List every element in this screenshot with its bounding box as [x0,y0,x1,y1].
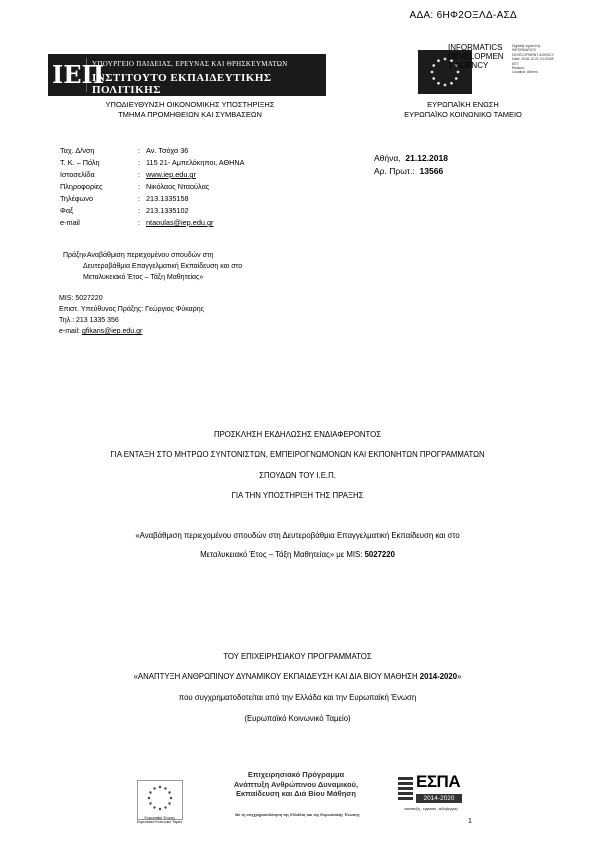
contact-label: e-mail [60,218,80,227]
iep-logo [48,54,326,96]
invitation-subtitle-2: ΣΠΟΥΔΩΝ ΤΟΥ Ι.Ε.Π. [259,471,336,480]
eu-star-icon [168,802,170,804]
contact-label: Ιστοσελίδα [60,170,95,179]
contact-row: Ιστοσελίδα : www.iep.edu.gr [60,170,196,179]
mis-number: 5027220 [364,550,395,559]
informatics-line: INFORMATICS [448,43,503,52]
program-line: Εκπαίδευση και Διά Βίου Μάθηση [235,789,357,798]
eu-star-icon [450,82,453,85]
esf-caption: Ευρωπαϊκό Κοινωνικό Ταμείο [136,820,183,824]
phone: Τηλ.: 213 1335 356 [59,317,119,324]
contact-label: Ταχ. Δ/νση [60,146,95,155]
date-value: 21.12.2018 [405,153,448,163]
signature-line: Digitally signed by [512,44,541,48]
signature-line: INFORMATICS [512,48,536,53]
contact-row: Φαξ : 213.1335102 [60,206,189,215]
date-block [374,152,448,178]
program-line: Επιχειρησιακό Πρόγραμμα [247,770,345,779]
cofunding-caption: Με τη συγχρηματοδότηση της Ελλάδας και της Ευρωπαϊκής Ένωσης [235,813,360,817]
action-line: «Αναβάθμιση περιεχομένου σπουδών στη [83,252,214,259]
eu-label: ΕΥΡΩΠΑΪΚΗ ΕΝΩΣΗ [427,100,499,109]
action-name-text: Μεταλυκειακό Έτος – Τάξη Μαθητείας» με MIS: [200,550,365,559]
eu-star-icon [148,797,150,799]
mis-code: MIS: 5027220 [59,295,103,302]
action-line: Δευτεροβάθμια Επαγγελματική Εκπαίδευση και στο [83,263,243,270]
eu-star-icon [170,797,172,799]
eu-star-icon [437,82,440,85]
action-label: Πράξη: [63,252,86,259]
eu-star-icon [444,84,447,87]
contact-row: Τηλέφωνο : 213.1335158 [60,194,189,203]
action-title [83,250,343,283]
informatics-line: T AGENCY [448,61,489,70]
department-right [388,100,538,120]
eu-star-icon [153,806,155,808]
signature-line: Reason: [512,66,526,71]
eu-star-icon [431,71,434,74]
contact-row: e-mail : ntaoulas@iep.edu.gr [60,218,214,227]
footer-eu-caption [132,816,187,824]
contact-label: Τ. Κ. – Πόλη [60,158,100,167]
contact-value: Αν. Τσόχα 36 [146,146,189,155]
email-link[interactable]: ntaoulas@iep.edu.gr [146,218,214,227]
contact-label: Τηλέφωνο [60,194,94,203]
signature-line: DEVELOPMENT AGENCY [512,52,554,57]
contact-value: 213.1335158 [146,194,189,203]
signature-line: Date: 2018.12.21 10:29:58 [512,57,554,62]
espa-years: 2014-2020 [416,794,462,803]
scientific-manager: Επιστ. Υπεύθυνος Πράξης: Γεώργιος Φύκαρης [59,306,204,313]
eu-star-icon [457,71,460,74]
eu-star-icon [149,802,151,804]
footer-eu-flag-icon [137,780,183,820]
program-line: Ανάπτυξη Ανθρώπινου Δυναμικού, [233,779,359,789]
place-label: Αθήνα, [374,153,401,163]
signature-line: Location: Athens [512,70,538,75]
email-label: e-mail: [59,328,82,335]
program-name-close: » [457,672,462,681]
eu-star-icon [168,791,170,793]
eu-star-icon [153,787,155,789]
manager-email-link[interactable]: gfikaris@iep.edu.gr [81,328,143,335]
eu-star-icon [455,77,458,80]
eu-star-icon [444,58,447,61]
cofunding-text: που συγχρηματοδοτείται από την Ελλάδα και την Ευρωπαϊκή Ένωση [178,693,417,702]
espa-bars-icon [398,777,413,803]
protocol-number: 13566 [419,166,444,176]
ada-code: ΑΔΑ: 6ΗΦ2ΟΞΛΔ-ΑΣΔ [409,10,517,21]
digital-signature-details [512,44,554,75]
informatics-signature [448,43,504,70]
eu-star-icon [432,64,435,67]
signature-line: EET [512,61,519,66]
program-name-text: «ΑΝΑΠΤΥΞΗ ΑΝΘΡΩΠΙΝΟΥ ΔΥΝΑΜΙΚΟΥ ΕΚΠΑΙΔΕΥΣΗ ΚΑΙ ΔΙΑ ΒΙΟΥ ΜΑΘΗΣΗ [133,672,420,681]
department-left [60,100,320,120]
action-block [63,250,343,283]
espa-logo [398,772,464,820]
iep-logo-mark: ΙΕΠ [52,58,87,92]
eu-star-icon [432,77,435,80]
page-number: 1 [468,818,472,825]
program-years: 2014-2020 [419,672,458,681]
program-name [40,672,555,681]
eu-star-icon [437,59,440,62]
eu-caption: Ευρωπαϊκή Ένωση [144,816,175,820]
contact-row: Τ. Κ. – Πόλη : 115 21- Αμπελόκηποι, ΑΘΗΝΑ [60,158,245,167]
website-link[interactable]: www.iep.edu.gr [146,170,196,179]
espa-slogan: ανάπτυξη - εργασία - αλληλεγγύη [404,807,458,811]
contact-row: Πληροφορίες : Νικόλαος Νταούλας [60,182,210,191]
institute-name: ΙΝΣΤΙΤΟΥΤΟ ΕΚΠΑΙΔΕΥΤΙΚΗΣ ΠΟΛΙΤΙΚΗΣ [92,72,272,96]
action-line: Μεταλυκειακό Έτος – Τάξη Μαθητείας» [83,274,204,281]
department: ΤΜΗΜΑ ΠΡΟΜΗΘΕΙΩΝ ΚΑΙ ΣΥΜΒΑΣΕΩΝ [118,110,262,119]
contact-label: Πληροφορίες [60,182,103,191]
contact-value: Νικόλαος Νταούλας [146,182,210,191]
eu-star-icon [159,808,161,810]
mis-block [59,293,204,337]
subdirectorate: ΥΠΟΔΙΕΥΘΥΝΣΗ ΟΙΚΟΝΟΜΙΚΗΣ ΥΠΟΣΤΗΡΙΞΗΣ [105,100,275,109]
invitation-title: ΠΡΟΣΚΛΗΣΗ ΕΚΔΗΛΩΣΗΣ ΕΝΔΙΑΦΕΡΟΝΤΟΣ [213,430,382,439]
protocol-label: Αρ. Πρωτ.: [374,166,415,176]
invitation-support: ΓΙΑ ΤΗΝ ΥΠΟΣΤΗΡΙΞΗ ΤΗΣ ΠΡΑΞΗΣ [231,491,364,500]
informatics-line: DEVELOPMEN [448,52,504,61]
program-heading: ΤΟΥ ΕΠΙΧΕΙΡΗΣΙΑΚΟΥ ΠΡΟΓΡΑΜΜΑΤΟΣ [223,652,372,661]
eu-star-icon [164,806,166,808]
action-name-2 [40,550,555,559]
eu-star-icon [159,786,161,788]
ministry-name: ΥΠΟΥΡΓΕΙΟ ΠΑΙΔΕΙΑΣ, ΕΡΕΥΝΑΣ ΚΑΙ ΘΡΗΣΚΕΥΜΑΤΩΝ [92,60,288,68]
contact-label: Φαξ [60,206,74,215]
eu-star-icon [149,791,151,793]
contact-block [60,145,245,229]
operational-program-logo [208,770,384,799]
espa-title: ΕΣΠΑ [416,772,461,791]
esf-label: ΕΥΡΩΠΑΪΚΟ ΚΟΙΝΩΝΙΚΟ ΤΑΜΕΙΟ [404,110,522,119]
eu-star-icon [164,787,166,789]
esf-text: (Ευρωπαϊκό Κοινωνικό Ταμείο) [244,714,351,723]
invitation-subtitle: ΓΙΑ ΕΝΤΑΞΗ ΣΤΟ ΜΗΤΡΩΟ ΣΥΝΤΟΝΙΣΤΩΝ, ΕΜΠΕΙΡΟΓΝΩΜΟΝΩΝ ΚΑΙ ΕΚΠΟΝΗΤΩΝ ΠΡΟΓΡΑΜΜΑΤΩΝ [110,450,485,459]
contact-value: 115 21- Αμπελόκηποι, ΑΘΗΝΑ [146,158,245,167]
action-name: «Αναβάθμιση περιεχομένου σπουδών στη Δευτεροβάθμια Επαγγελματική Εκπαίδευση και στο [135,531,460,540]
contact-value: 213.1335102 [146,206,189,215]
contact-row: Ταχ. Δ/νση : Αν. Τσόχα 36 [60,146,189,155]
